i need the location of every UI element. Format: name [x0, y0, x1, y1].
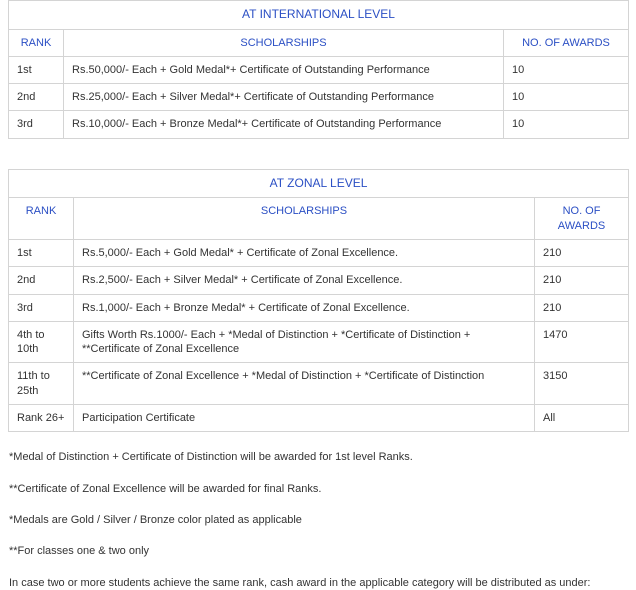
table-header-row	[9, 29, 629, 56]
awards-count-cell: 210	[535, 294, 629, 321]
header-no-of-awards: NO. OF AWARDS	[504, 29, 629, 56]
zonal-awards-table	[8, 169, 629, 433]
rank-cell: 2nd	[9, 84, 64, 111]
scholarship-cell: Rs.10,000/- Each + Bronze Medal*+ Certificate of Outstanding Performance	[64, 111, 504, 138]
awards-count-cell: 10	[504, 84, 629, 111]
scholarship-cell: Rs.2,500/- Each + Silver Medal* + Certificate of Zonal Excellence.	[74, 267, 535, 294]
scholarship-cell: **Certificate of Zonal Excellence + *Medal of Distinction + *Certificate of Distinction	[74, 363, 535, 405]
header-rank: RANK	[9, 29, 64, 56]
header-scholarships: SCHOLARSHIPS	[74, 198, 535, 240]
table-row	[9, 56, 629, 83]
table-title-row	[9, 1, 629, 30]
footnote: In case two or more students achieve the same rank, cash award in the applicable category will be distributed as under:	[9, 576, 591, 589]
footnotes	[9, 432, 632, 589]
scholarship-cell: Gifts Worth Rs.1000/- Each + *Medal of Distinction + *Certificate of Distinction + **Certificate of Zonal Excellence	[74, 321, 535, 363]
table-row	[9, 405, 629, 432]
scholarship-cell: Rs.5,000/- Each + Gold Medal* + Certificate of Zonal Excellence.	[74, 239, 535, 266]
header-rank: RANK	[9, 198, 74, 240]
rank-cell: 1st	[9, 239, 74, 266]
awards-count-cell: 1470	[535, 321, 629, 363]
rank-cell: 3rd	[9, 294, 74, 321]
table-row	[9, 363, 629, 405]
awards-count-cell: All	[535, 405, 629, 432]
table-row	[9, 84, 629, 111]
scholarship-cell: Rs.25,000/- Each + Silver Medal*+ Certificate of Outstanding Performance	[64, 84, 504, 111]
awards-count-cell: 10	[504, 111, 629, 138]
footnote: **For classes one & two only	[9, 545, 150, 558]
scholarship-cell: Rs.1,000/- Each + Bronze Medal* + Certificate of Zonal Excellence.	[74, 294, 535, 321]
header-no-of-awards: NO. OF AWARDS	[535, 198, 629, 240]
scholarship-cell: Participation Certificate	[74, 405, 535, 432]
international-awards-table	[8, 0, 629, 139]
footnote: *Medal of Distinction + Certificate of Distinction will be awarded for 1st level Ranks.	[9, 451, 413, 464]
awards-count-cell: 10	[504, 56, 629, 83]
zonal-table-title: AT ZONAL LEVEL	[9, 169, 629, 198]
table-row	[9, 239, 629, 266]
table-gap	[4, 139, 632, 169]
rank-cell: 1st	[9, 56, 64, 83]
awards-count-cell: 3150	[535, 363, 629, 405]
rank-cell: 4th to 10th	[9, 321, 74, 363]
rank-cell: Rank 26+	[9, 405, 74, 432]
awards-count-cell: 210	[535, 239, 629, 266]
table-row	[9, 111, 629, 138]
rank-cell: 11th to 25th	[9, 363, 74, 405]
table-row	[9, 267, 629, 294]
table-row	[9, 321, 629, 363]
footnote: *Medals are Gold / Silver / Bronze color plated as applicable	[9, 513, 302, 526]
table-row	[9, 294, 629, 321]
table-title-row	[9, 169, 629, 198]
header-scholarships: SCHOLARSHIPS	[64, 29, 504, 56]
scholarship-cell: Rs.50,000/- Each + Gold Medal*+ Certificate of Outstanding Performance	[64, 56, 504, 83]
table-header-row	[9, 198, 629, 240]
footnote: **Certificate of Zonal Excellence will be awarded for final Ranks.	[9, 482, 322, 495]
international-table-title: AT INTERNATIONAL LEVEL	[9, 1, 629, 30]
awards-count-cell: 210	[535, 267, 629, 294]
rank-cell: 3rd	[9, 111, 64, 138]
rank-cell: 2nd	[9, 267, 74, 294]
